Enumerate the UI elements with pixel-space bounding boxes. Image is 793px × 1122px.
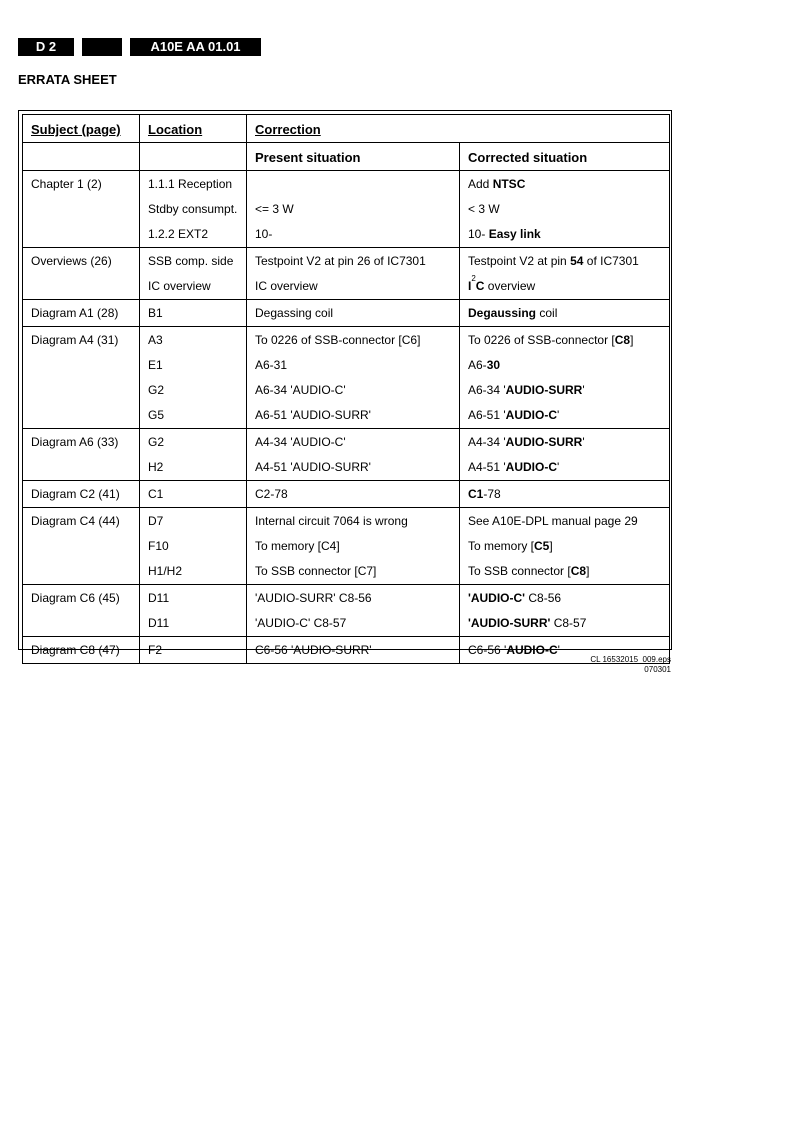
corrected-cell [460, 171, 670, 248]
corrected-suffix: C8-57 [550, 616, 587, 630]
location-line: G5 [148, 408, 165, 422]
location-cell [140, 429, 247, 481]
errata-table-body [23, 115, 670, 664]
table-row [23, 171, 670, 248]
location-line: H1/H2 [148, 564, 183, 578]
present-cell [247, 481, 460, 508]
location-line: G2 [148, 435, 165, 449]
present-cell [247, 171, 460, 248]
present-line: To SSB connector [C7] [255, 564, 377, 578]
present-line: A4-51 'AUDIO-SURR' [255, 460, 371, 474]
corrected-line [468, 482, 661, 507]
corrected-suffix: C8-56 [525, 591, 562, 605]
table-row [23, 508, 670, 585]
corrected-suffix: overview [484, 279, 536, 293]
corrected-line [468, 509, 661, 534]
header-blank-box [82, 38, 122, 56]
corrected-prefix: A6-34 ' [468, 383, 506, 397]
location-line: 1.1.1 Reception [148, 177, 233, 191]
subject-cell [23, 585, 140, 637]
corrected-prefix: Add [468, 177, 493, 191]
corrected-line [468, 172, 661, 197]
location-line: Stdby consumpt. [148, 202, 238, 216]
corrected-suffix: ] [586, 564, 590, 578]
corrected-prefix: See A10E-DPL manual page 29 [468, 514, 638, 528]
subject-cell [23, 171, 140, 248]
subheader-empty-1 [23, 143, 140, 171]
subject-text: Diagram A6 (33) [31, 435, 119, 449]
location-line: G2 [148, 383, 165, 397]
present-line: <= 3 W [255, 202, 294, 216]
location-line: H2 [148, 460, 164, 474]
subject-text: Chapter 1 (2) [31, 177, 102, 191]
header-subject [23, 115, 140, 143]
location-line: C1 [148, 487, 164, 501]
present-cell [247, 248, 460, 300]
corrected-prefix: Testpoint V2 at pin [468, 254, 571, 268]
table-subheader-row [23, 143, 670, 171]
present-line: 10- [255, 227, 273, 241]
corrected-suffix: of IC7301 [583, 254, 639, 268]
location-cell [140, 248, 247, 300]
corrected-line [468, 455, 661, 480]
location-line: E1 [148, 358, 163, 372]
corrected-bold: AUDIO-SURR [505, 435, 583, 449]
present-cell [247, 585, 460, 637]
header-present-label: Present situation [255, 150, 361, 165]
present-line: A6-31 [255, 358, 288, 372]
corrected-bold: AUDIO-SURR [505, 383, 583, 397]
present-line: 'AUDIO-SURR' C8-56 [255, 591, 372, 605]
corrected-cell [460, 429, 670, 481]
errata-table [22, 114, 670, 664]
corrected-suffix: coil [536, 306, 558, 320]
subject-cell [23, 481, 140, 508]
corrected-line [468, 222, 661, 247]
location-line: D11 [148, 616, 170, 630]
subject-cell [23, 637, 140, 664]
corrected-line [468, 559, 661, 584]
subject-cell [23, 327, 140, 429]
subject-text: Diagram C8 (47) [31, 643, 120, 657]
present-line: A4-34 'AUDIO-C' [255, 435, 346, 449]
header-location-label: Location [148, 122, 203, 137]
present-cell [247, 300, 460, 327]
present-line: IC overview [255, 279, 318, 293]
corrected-suffix: ] [630, 333, 634, 347]
subject-cell [23, 300, 140, 327]
table-row [23, 248, 670, 300]
corrected-bold: NTSC [492, 177, 526, 191]
corrected-bold: C8 [570, 564, 587, 578]
location-cell [140, 585, 247, 637]
present-cell [247, 429, 460, 481]
location-line: D7 [148, 514, 164, 528]
table-row [23, 327, 670, 429]
present-cell [247, 637, 460, 664]
present-line: C6-56 'AUDIO-SURR' [255, 643, 372, 657]
corrected-line [468, 378, 661, 403]
corrected-suffix: -78 [483, 487, 501, 501]
present-line: C2-78 [255, 487, 288, 501]
location-line: F2 [148, 643, 163, 657]
corrected-superscript: 2 [471, 274, 476, 283]
subject-cell [23, 429, 140, 481]
table-row [23, 481, 670, 508]
corrected-suffix: ' [582, 435, 585, 449]
present-line: To 0226 of SSB-connector [C6] [255, 333, 421, 347]
location-line: SSB comp. side [148, 254, 234, 268]
corrected-cell [460, 327, 670, 429]
corrected-bold: I [468, 279, 472, 293]
present-line: To memory [C4] [255, 539, 340, 553]
subject-text: Diagram C6 (45) [31, 591, 120, 605]
location-cell [140, 327, 247, 429]
present-line: A6-34 'AUDIO-C' [255, 383, 346, 397]
subject-text: Diagram C2 (41) [31, 487, 120, 501]
corrected-bold: Easy link [488, 227, 541, 241]
header-correction-label: Correction [255, 122, 321, 137]
corrected-line [468, 353, 661, 378]
corrected-bold: C [475, 279, 485, 293]
corrected-line [468, 301, 661, 326]
corrected-suffix: ' [582, 383, 585, 397]
page-number-badge: D 2 [18, 38, 74, 56]
location-line: IC overview [148, 279, 211, 293]
corrected-bold: AUDIO-C [506, 643, 558, 657]
corrected-prefix: A4-51 ' [468, 460, 506, 474]
errata-table-frame [18, 110, 672, 657]
corrected-line [468, 274, 661, 299]
corrected-suffix: ' [557, 643, 560, 657]
location-line: A3 [148, 333, 163, 347]
figure-file-reference: CL 16532015_009.eps [590, 655, 671, 664]
table-row [23, 585, 670, 637]
table-header-row [23, 115, 670, 143]
corrected-bold: C8 [614, 333, 631, 347]
corrected-prefix: A4-34 ' [468, 435, 506, 449]
corrected-prefix: A6-51 ' [468, 408, 506, 422]
subject-text: Diagram A1 (28) [31, 306, 119, 320]
present-line [255, 172, 451, 197]
header-present [247, 143, 460, 171]
document-code-badge: A10E AA 01.01 [130, 38, 261, 56]
corrected-bold: AUDIO-C [505, 408, 557, 422]
table-row [23, 300, 670, 327]
corrected-prefix: To 0226 of SSB-connector [ [468, 333, 615, 347]
present-line: Testpoint V2 at pin 26 of IC7301 [255, 254, 426, 268]
location-line: B1 [148, 306, 163, 320]
location-cell [140, 508, 247, 585]
corrected-bold: AUDIO-C [505, 460, 557, 474]
present-line: 'AUDIO-C' C8-57 [255, 616, 347, 630]
location-cell [140, 637, 247, 664]
present-cell [247, 508, 460, 585]
present-line: A6-51 'AUDIO-SURR' [255, 408, 371, 422]
corrected-bold: 54 [570, 254, 584, 268]
corrected-cell [460, 300, 670, 327]
location-line: F10 [148, 539, 169, 553]
location-cell [140, 171, 247, 248]
corrected-prefix: < 3 W [468, 202, 500, 216]
subheader-empty-2 [140, 143, 247, 171]
corrected-prefix: To SSB connector [ [468, 564, 571, 578]
corrected-cell [460, 481, 670, 508]
corrected-suffix: ' [556, 408, 560, 422]
present-line: Degassing coil [255, 306, 334, 320]
header-location [140, 115, 247, 143]
corrected-line [468, 249, 661, 274]
corrected-cell [460, 248, 670, 300]
subject-cell [23, 248, 140, 300]
location-line: D11 [148, 591, 170, 605]
figure-date-reference: 070301 [644, 665, 671, 674]
header-corrected-label: Corrected situation [468, 150, 588, 165]
page-title: ERRATA SHEET [18, 72, 117, 87]
corrected-line [468, 586, 661, 611]
corrected-line [468, 611, 661, 636]
table-row [23, 637, 670, 664]
corrected-line [468, 430, 661, 455]
corrected-line [468, 403, 661, 428]
corrected-line [468, 328, 661, 353]
subject-text: Diagram A4 (31) [31, 333, 119, 347]
corrected-prefix: A6- [468, 358, 487, 372]
subject-cell [23, 508, 140, 585]
corrected-bold: Degaussing [468, 306, 537, 320]
corrected-prefix: 10- [468, 227, 489, 241]
corrected-prefix: C6-56 ' [468, 643, 507, 657]
location-line: 1.2.2 EXT2 [148, 227, 209, 241]
corrected-line [468, 197, 661, 222]
corrected-bold: C5 [534, 539, 550, 553]
corrected-bold: C1 [468, 487, 484, 501]
subject-text: Diagram C4 (44) [31, 514, 120, 528]
corrected-bold: 'AUDIO-C' [468, 591, 526, 605]
subject-text: Overviews (26) [31, 254, 112, 268]
corrected-bold: 'AUDIO-SURR' [468, 616, 551, 630]
header-correction [247, 115, 670, 143]
corrected-line [468, 534, 661, 559]
location-cell [140, 300, 247, 327]
corrected-prefix: To memory [ [468, 539, 535, 553]
table-row [23, 429, 670, 481]
present-cell [247, 327, 460, 429]
corrected-bold: 30 [486, 358, 501, 372]
corrected-cell [460, 508, 670, 585]
location-cell [140, 481, 247, 508]
corrected-cell [460, 585, 670, 637]
present-line: Internal circuit 7064 is wrong [255, 514, 408, 528]
corrected-suffix: ' [556, 460, 560, 474]
header-subject-label: Subject (page) [31, 122, 121, 137]
corrected-suffix: ] [549, 539, 553, 553]
header-corrected [460, 143, 670, 171]
